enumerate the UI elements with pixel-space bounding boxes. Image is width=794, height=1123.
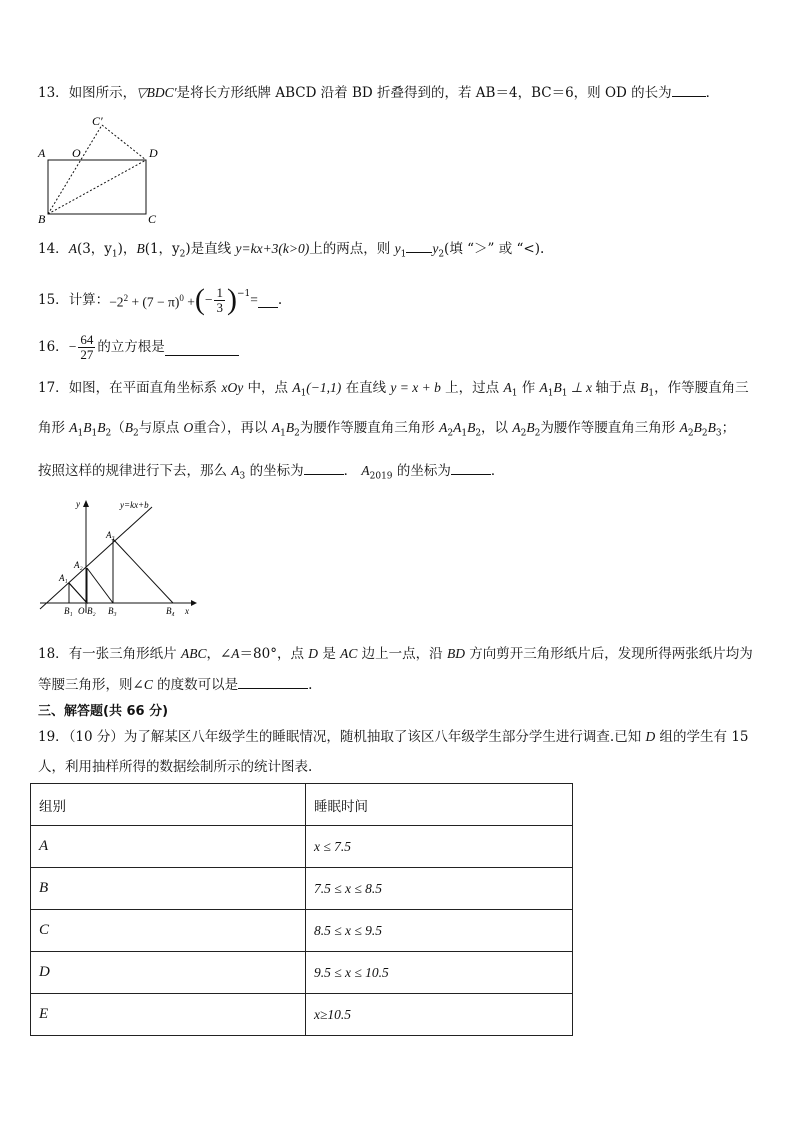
- table-row: [31, 910, 573, 952]
- diagonal-bd: [48, 160, 146, 214]
- label-b1: B₁: [64, 606, 73, 616]
- question-14-text: 14．A(3，$y_1$)，B(1，$y_2$)是直线 y=kx+3(k>0)上的两点，则 $y_1$ $y_2$(填 “＞” 或 “<).: [38, 238, 544, 265]
- answer-blank[interactable]: [672, 82, 706, 97]
- label-a1: A₁: [59, 573, 68, 583]
- question-17-line1: 17．如图，在平面直角坐标系 xOy 中，点 $A_1(-1,1)$ 在直线 y = x + b 上，过点 $A_1$ 作 $A_1B_1$ ⊥ x 轴于点 $B_1$，作等腰直角三: [38, 380, 749, 399]
- table-header-row: [31, 784, 573, 826]
- segment-c-prime-d: [102, 125, 146, 160]
- sleep-time-table: [30, 783, 573, 1036]
- label-d: D: [149, 146, 158, 160]
- table-header-group: 组别: [31, 784, 306, 826]
- table-row: [31, 826, 573, 868]
- x-axis-arrow: [191, 600, 197, 606]
- question-15-text: 15． 计算： $-2^2 + (7 - \pi)^0$ + ( − $\frac{1}{3}$ ) $^{-1}$ = .: [38, 283, 283, 316]
- label-b3: B₃: [108, 606, 117, 616]
- answer-blank[interactable]: [165, 339, 239, 356]
- label-x: x: [185, 606, 189, 616]
- line-y-kx-b: [40, 507, 152, 609]
- group-label: D: [39, 964, 50, 980]
- question-17-line3: 按照这样的规律进行下去，那么 $A_3$ 的坐标为 ． $A_{2019}$ 的坐标为 ．: [38, 460, 504, 487]
- label-b2: B₂: [87, 606, 96, 616]
- q17-coordinate-figure: [36, 495, 206, 617]
- segment-a3b4: [113, 539, 173, 603]
- answer-blank[interactable]: [304, 460, 344, 475]
- question-13-text: 13．如图所示，▽BDC′是将长方形纸牌 ABCD 沿着 BD 折叠得到的，若 AB＝4，BC＝6，则 OD 的长为 ．: [38, 82, 719, 103]
- y-axis-arrow: [83, 500, 89, 507]
- question-17-line2: 角形 $A_1B_1B_2(B_2$与原点 O重合），再以 $A_1B_2$为腰作等腰直角三角形 $A_2A_1B_2$，以 $A_2B_2$为腰作等腰直角三角形 $A_2B_2B_3$；: [38, 420, 736, 439]
- question-19-line1: 19．（10 分）为了解某区八年级学生的睡眠情况，随机抽取了该区八年级学生部分学生进行调查.已知 D 组的学生有 15: [38, 729, 749, 745]
- fraction-64-27: $\frac{64}{27}$: [80, 331, 94, 362]
- label-a2: A₂: [74, 560, 83, 570]
- label-a3: A₃: [106, 530, 115, 540]
- q13-rectangle-figure: [36, 113, 176, 225]
- answer-blank[interactable]: [258, 293, 278, 308]
- table-header-sleep-time: 睡眠时间: [306, 784, 573, 826]
- label-b: B: [38, 212, 46, 225]
- label-o: O: [78, 606, 85, 616]
- answer-blank[interactable]: [238, 674, 308, 689]
- table-row: [31, 868, 573, 910]
- sleep-range: 8.5 ≤ x ≤ 9.5: [314, 922, 383, 938]
- segment-bc-prime: [48, 125, 102, 214]
- label-line-equation: y=kx+b: [120, 500, 149, 510]
- segment-a2b3: [87, 568, 113, 603]
- fraction-one-third: $\frac{1}{3}$: [216, 284, 223, 315]
- sleep-range: 9.5 ≤ x ≤ 10.5: [314, 964, 389, 980]
- label-b4: B₄: [166, 606, 175, 616]
- question-18-line1: 18．有一张三角形纸片 ABC，∠A＝80°，点 D 是 AC 边上一点，沿 BD 方向剪开三角形纸片后，发现所得两张纸片均为: [38, 646, 753, 662]
- triangle-a2a1b2: [69, 568, 87, 603]
- label-y: y: [76, 499, 80, 509]
- answer-blank[interactable]: [406, 238, 432, 253]
- sleep-range: 7.5 ≤ x ≤ 8.5: [314, 880, 383, 896]
- label-c-prime: C′: [92, 114, 103, 128]
- answer-blank[interactable]: [451, 460, 491, 475]
- sleep-range: x ≤ 7.5: [314, 838, 352, 854]
- question-18-line2: 等腰三角形，则∠C 的度数可以是 .: [38, 674, 312, 695]
- group-label: A: [39, 838, 49, 854]
- question-16-text: 16． − $\frac{64}{27}$ 的立方根是: [38, 328, 239, 366]
- sleep-range: x≥10.5: [314, 1006, 352, 1022]
- label-o: O: [72, 146, 81, 160]
- group-label: C: [39, 922, 50, 938]
- question-19-line2: 人，利用抽样所得的数据绘制所示的统计图表.: [38, 759, 313, 775]
- section-title: 三、解答题(共 66 分): [38, 704, 169, 719]
- label-c: C: [148, 212, 157, 225]
- group-label: B: [39, 880, 49, 896]
- table-row: [31, 994, 573, 1036]
- group-label: E: [39, 1006, 49, 1022]
- label-a: A: [38, 146, 46, 160]
- table-row: [31, 952, 573, 994]
